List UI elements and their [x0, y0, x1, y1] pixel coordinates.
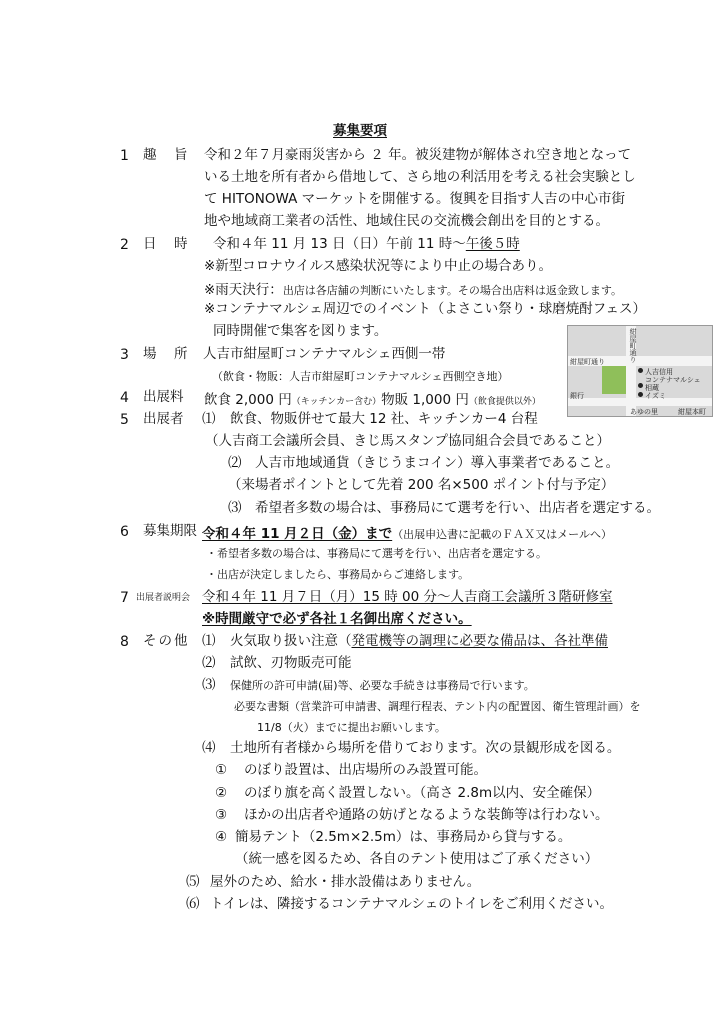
section-6-number: 6 — [120, 524, 129, 540]
section-2-number: 2 — [120, 237, 129, 253]
exhibitor-line: （人吉商工会議所会員、きじ馬スタンプ協同組合会員であること） — [205, 433, 610, 449]
other-line: 土地所有者様から場所を借りております。次の景観形成を図る。 — [230, 740, 621, 756]
map-label: 相蔵 — [645, 384, 659, 392]
item-index: ⑶ — [228, 500, 242, 516]
section-1-line: て HITONOWA マーケットを開催する。復興を目指す人吉の中心市街 — [204, 191, 625, 207]
item-index: ⑶ — [202, 677, 216, 693]
other-line: 11/8（火）までに提出お願いします。 — [257, 721, 446, 734]
item-index: ⑴ — [202, 633, 216, 649]
exhibitor-line: 飲食、物販併せて最大 12 社、キッチンカー4 台程 — [230, 411, 538, 427]
rule-index: ③ — [215, 807, 228, 823]
map-street-label: 紺屋町通り — [570, 358, 605, 366]
map-vacant-lot — [602, 366, 626, 394]
other-line: 火気取り扱い注意（発電機等の調理に必要な備品は、各社準備 — [230, 633, 608, 649]
section-6-label: 募集期限 — [143, 523, 197, 539]
section-1-line: 令和２年７月豪雨災害から ２ 年。被災建物が解体され空き地となって — [204, 147, 632, 163]
item-index: ⑵ — [202, 655, 216, 671]
section-3-number: 3 — [120, 347, 129, 363]
item-index: ⑴ — [202, 411, 216, 427]
map-label: コンテナマルシェ — [645, 376, 701, 384]
map-marker — [638, 368, 643, 373]
other-line: 必要な書類（営業許可申請書、調理行程表、テント内の配置図、衛生管理計画）を — [234, 700, 641, 713]
rule-line: のぼり設置は、出店場所のみ設置可能。 — [244, 762, 487, 778]
section-4-number: 4 — [120, 390, 129, 406]
other-line: 屋外のため、給水・排水設備はありません。 — [210, 874, 481, 890]
map-marker — [638, 383, 643, 388]
map-label: 人吉信用 — [645, 368, 673, 376]
section-7-label: 出展者説明会 — [136, 593, 191, 603]
map-road — [568, 398, 712, 406]
map-label: 紺屋本町 — [678, 408, 706, 416]
rule-index: ④ — [215, 829, 228, 845]
section-8-label: その他 — [143, 633, 190, 649]
rule-index: ① — [215, 762, 228, 778]
map-label: 銀行 — [570, 392, 584, 400]
exhibitor-line: （来場者ポイントとして先着 200 名×500 ポイント付与予定） — [228, 477, 615, 493]
section-3-label: 場 所 — [143, 346, 190, 362]
event-note: ※コンテナマルシェ周辺でのイベント（よさこい祭り・球磨焼酎フェス） — [204, 301, 647, 317]
item-index: ⑸ — [186, 874, 200, 890]
event-datetime: 令和４年 11 月 13 日（日）午前 11 時〜午後５時 — [213, 236, 520, 252]
deadline: 令和４年 11 月２日（金）まで（出展申込書に記載のＦＡＸ又はメールへ） — [202, 526, 612, 542]
rule-line: ほかの出店者や通路の妨げとなるような装飾等は行わない。 — [244, 807, 609, 823]
other-line: トイレは、隣接するコンテナマルシェのトイレをご利用ください。 — [210, 896, 614, 912]
map-label: イズミ — [645, 392, 666, 400]
deadline-note: ・希望者多数の場合は、事務局にて選考を行い、出店者を選定する。 — [206, 547, 547, 560]
cancel-note: ※新型コロナウイルス感染状況等により中止の場合あり。 — [204, 258, 553, 274]
section-1-label: 趣 旨 — [143, 147, 190, 163]
item-index: ⑵ — [228, 455, 242, 471]
location-map — [567, 325, 713, 417]
rule-line: （統一感を図るため、各自のテント使用はご了承ください） — [235, 851, 599, 867]
other-line: 保健所の許可申請(届)等、必要な手続きは事務局で行います。 — [230, 679, 535, 692]
map-label: あゆの里 — [630, 408, 658, 416]
section-5-number: 5 — [120, 412, 129, 428]
section-4-label: 出展料 — [143, 389, 184, 405]
briefing-datetime: 令和４年 11 月７日（月）15 時 00 分〜人吉商工会議所３階研修室 — [202, 589, 613, 605]
map-marker — [638, 392, 643, 397]
section-5-label: 出展者 — [143, 411, 184, 427]
fee-line: 飲食 2,000 円（キッチンカー含む）物販 1,000 円（飲食提供以外） — [204, 392, 541, 408]
rule-line: のぼり旗を高く設置しない。（高さ 2.8m以内、安全確保） — [244, 785, 601, 801]
venue: 人吉市紺屋町コンテナマルシェ西側一帯 — [203, 346, 446, 362]
event-note-2: 同時開催で集客を図ります。 — [213, 323, 388, 339]
rain-note: ※雨天決行：出店は各店舗の判断にいたします。その場合出店料は返金致します。 — [204, 282, 623, 298]
map-street-label: 紺屋町通り — [629, 328, 637, 363]
section-8-number: 8 — [120, 634, 129, 650]
exhibitor-line: 人吉市地域通貨（きじうまコイン）導入事業者であること。 — [255, 455, 620, 471]
rule-line: 簡易テント（2.5m×2.5m）は、事務局から貸与する。 — [235, 829, 572, 845]
item-index: ⑷ — [202, 740, 216, 756]
section-1-line: いる土地を所有者から借地して、さら地の利活用を考える社会実験とし — [204, 169, 636, 185]
section-1-line: 地や地域商工業者の活性、地域住民の交流機会創出を目的とする。 — [204, 213, 609, 229]
section-7-number: 7 — [120, 590, 129, 606]
rule-index: ② — [215, 785, 228, 801]
venue-sub: （飲食・物販：人吉市紺屋町コンテナマルシェ西側空き地） — [212, 370, 509, 383]
briefing-note: ※時間厳守で必ず各社１名御出席ください。 — [202, 611, 472, 627]
section-1-number: 1 — [120, 148, 129, 164]
item-index: ⑹ — [186, 896, 200, 912]
section-2-label: 日 時 — [143, 236, 190, 252]
other-line: 試飲、刃物販売可能 — [230, 655, 352, 671]
deadline-note: ・出店が決定しましたら、事務局からご連絡します。 — [206, 568, 470, 581]
page-title: 募集要項 — [333, 123, 387, 139]
exhibitor-line: 希望者多数の場合は、事務局にて選考を行い、出店者を選定する。 — [255, 500, 660, 516]
